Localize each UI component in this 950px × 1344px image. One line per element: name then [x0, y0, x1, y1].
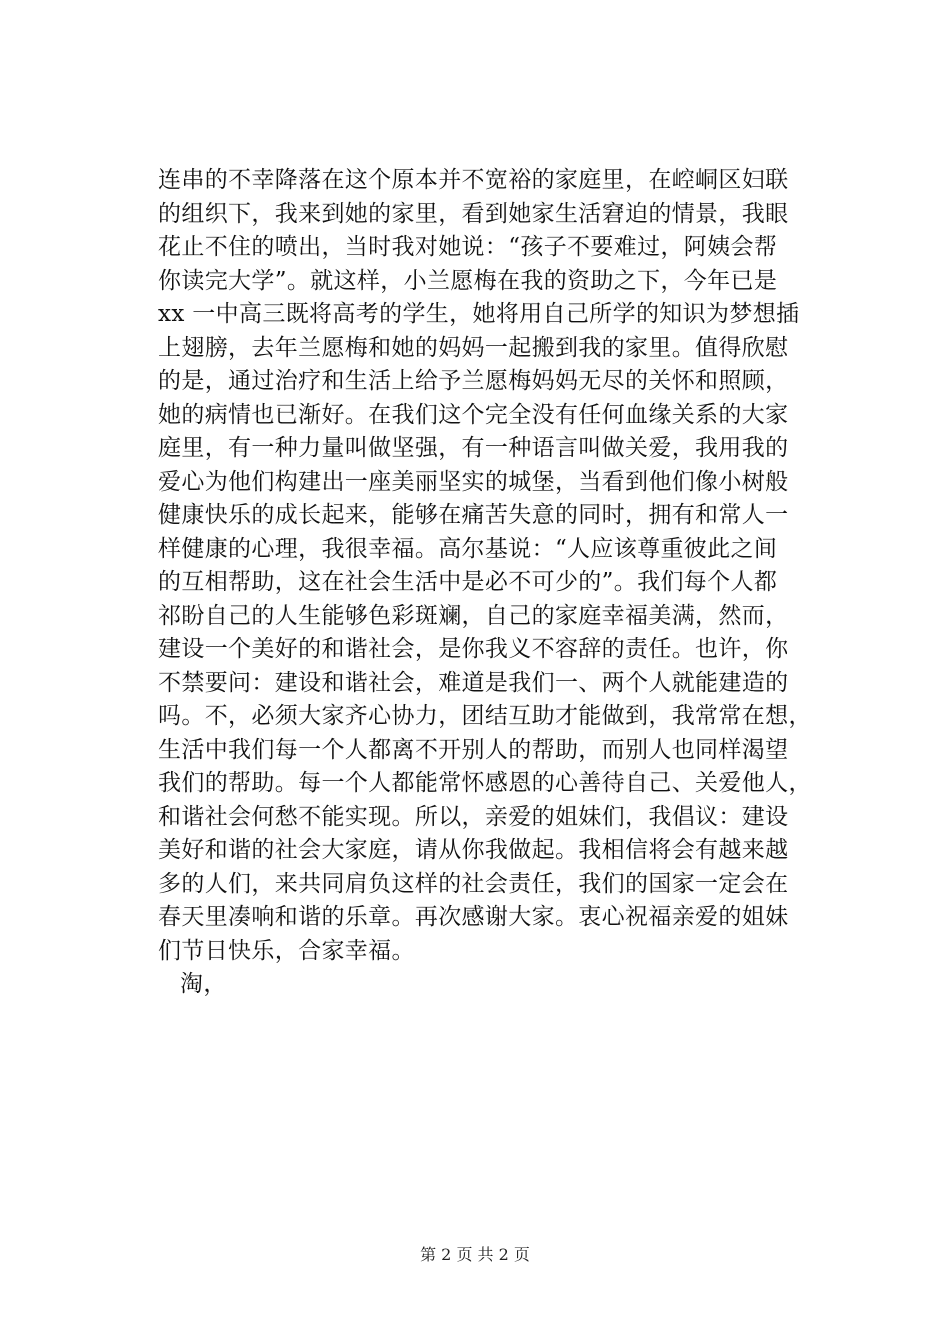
- text-line: 我们的帮助。每一个人都能常怀感恩的心善待自己、关爱他人，: [158, 770, 812, 796]
- closing-line: 淘，: [180, 971, 227, 997]
- text-line: 多的人们，来共同肩负这样的社会责任，我们的国家一定会在: [158, 870, 789, 897]
- text-line: 美好和谐的社会大家庭，请从你我做起。我相信将会有越来越: [158, 837, 789, 863]
- body-text: [158, 164, 848, 1002]
- text-line: 吗。不，必须大家齐心协力，团结互助才能做到，我常常在想，: [158, 703, 812, 729]
- text-line: 和谐社会何愁不能实现。所以，亲爱的姐妹们，我倡议：建设: [158, 803, 789, 830]
- text-line: 花止不住的喷出，当时我对她说：“孩子不要难过，阿姨会帮: [158, 234, 778, 260]
- text-line: 她的病情也已渐好。在我们这个完全没有任何血缘关系的大家: [158, 401, 789, 428]
- text-line: 上翅膀，去年兰愿梅和她的妈妈一起搬到我的家里。值得欣慰: [158, 334, 789, 361]
- text-line: 不禁要问：建设和谐社会，难道是我们一、两个人就能建造的: [158, 669, 789, 696]
- text-line: 健康快乐的成长起来，能够在痛苦失意的同时，拥有和常人一: [158, 502, 789, 528]
- text-line: 连串的不幸降落在这个原本并不宽裕的家庭里，在崆峒区妇联: [158, 167, 789, 193]
- page-number-label: 第 2 页 共 2 页: [420, 1245, 530, 1264]
- text-line: 祁盼自己的人生能够色彩斑斓，自己的家庭幸福美满，然而，: [158, 602, 789, 629]
- text-line: 们节日快乐，合家幸福。: [158, 937, 415, 964]
- text-line: 生活中我们每一个人都离不开别人的帮助，而别人也同样渴望: [158, 736, 789, 763]
- text-line: 的是，通过治疗和生活上给予兰愿梅妈妈无尽的关怀和照顾，: [158, 368, 789, 394]
- page-footer: [0, 1245, 950, 1265]
- text-line: 春天里凑响和谐的乐章。再次感谢大家。衷心祝福亲爱的姐妹: [158, 904, 789, 930]
- text-line: 的互相帮助，这在社会生活中是必不可少的”。我们每个人都: [158, 569, 778, 595]
- text-line: 建设一个美好的和谐社会，是你我义不容辞的责任。也许，你: [158, 636, 789, 662]
- text-line: 的组织下，我来到她的家里，看到她家生活窘迫的情景，我眼: [158, 200, 789, 227]
- text-line: xx 一中高三既将高考的学生，她将用自己所学的知识为梦想插: [158, 301, 800, 327]
- text-line: 庭里，有一种力量叫做坚强，有一种语言叫做关爱，我用我的: [158, 435, 789, 461]
- text-line: 你读完大学”。就这样，小兰愿梅在我的资助之下，今年已是: [158, 267, 778, 294]
- text-line: 爱心为他们构建出一座美丽坚实的城堡，当看到他们像小树般: [158, 468, 789, 495]
- text-line: 样健康的心理，我很幸福。高尔基说：“人应该尊重彼此之间: [158, 535, 778, 562]
